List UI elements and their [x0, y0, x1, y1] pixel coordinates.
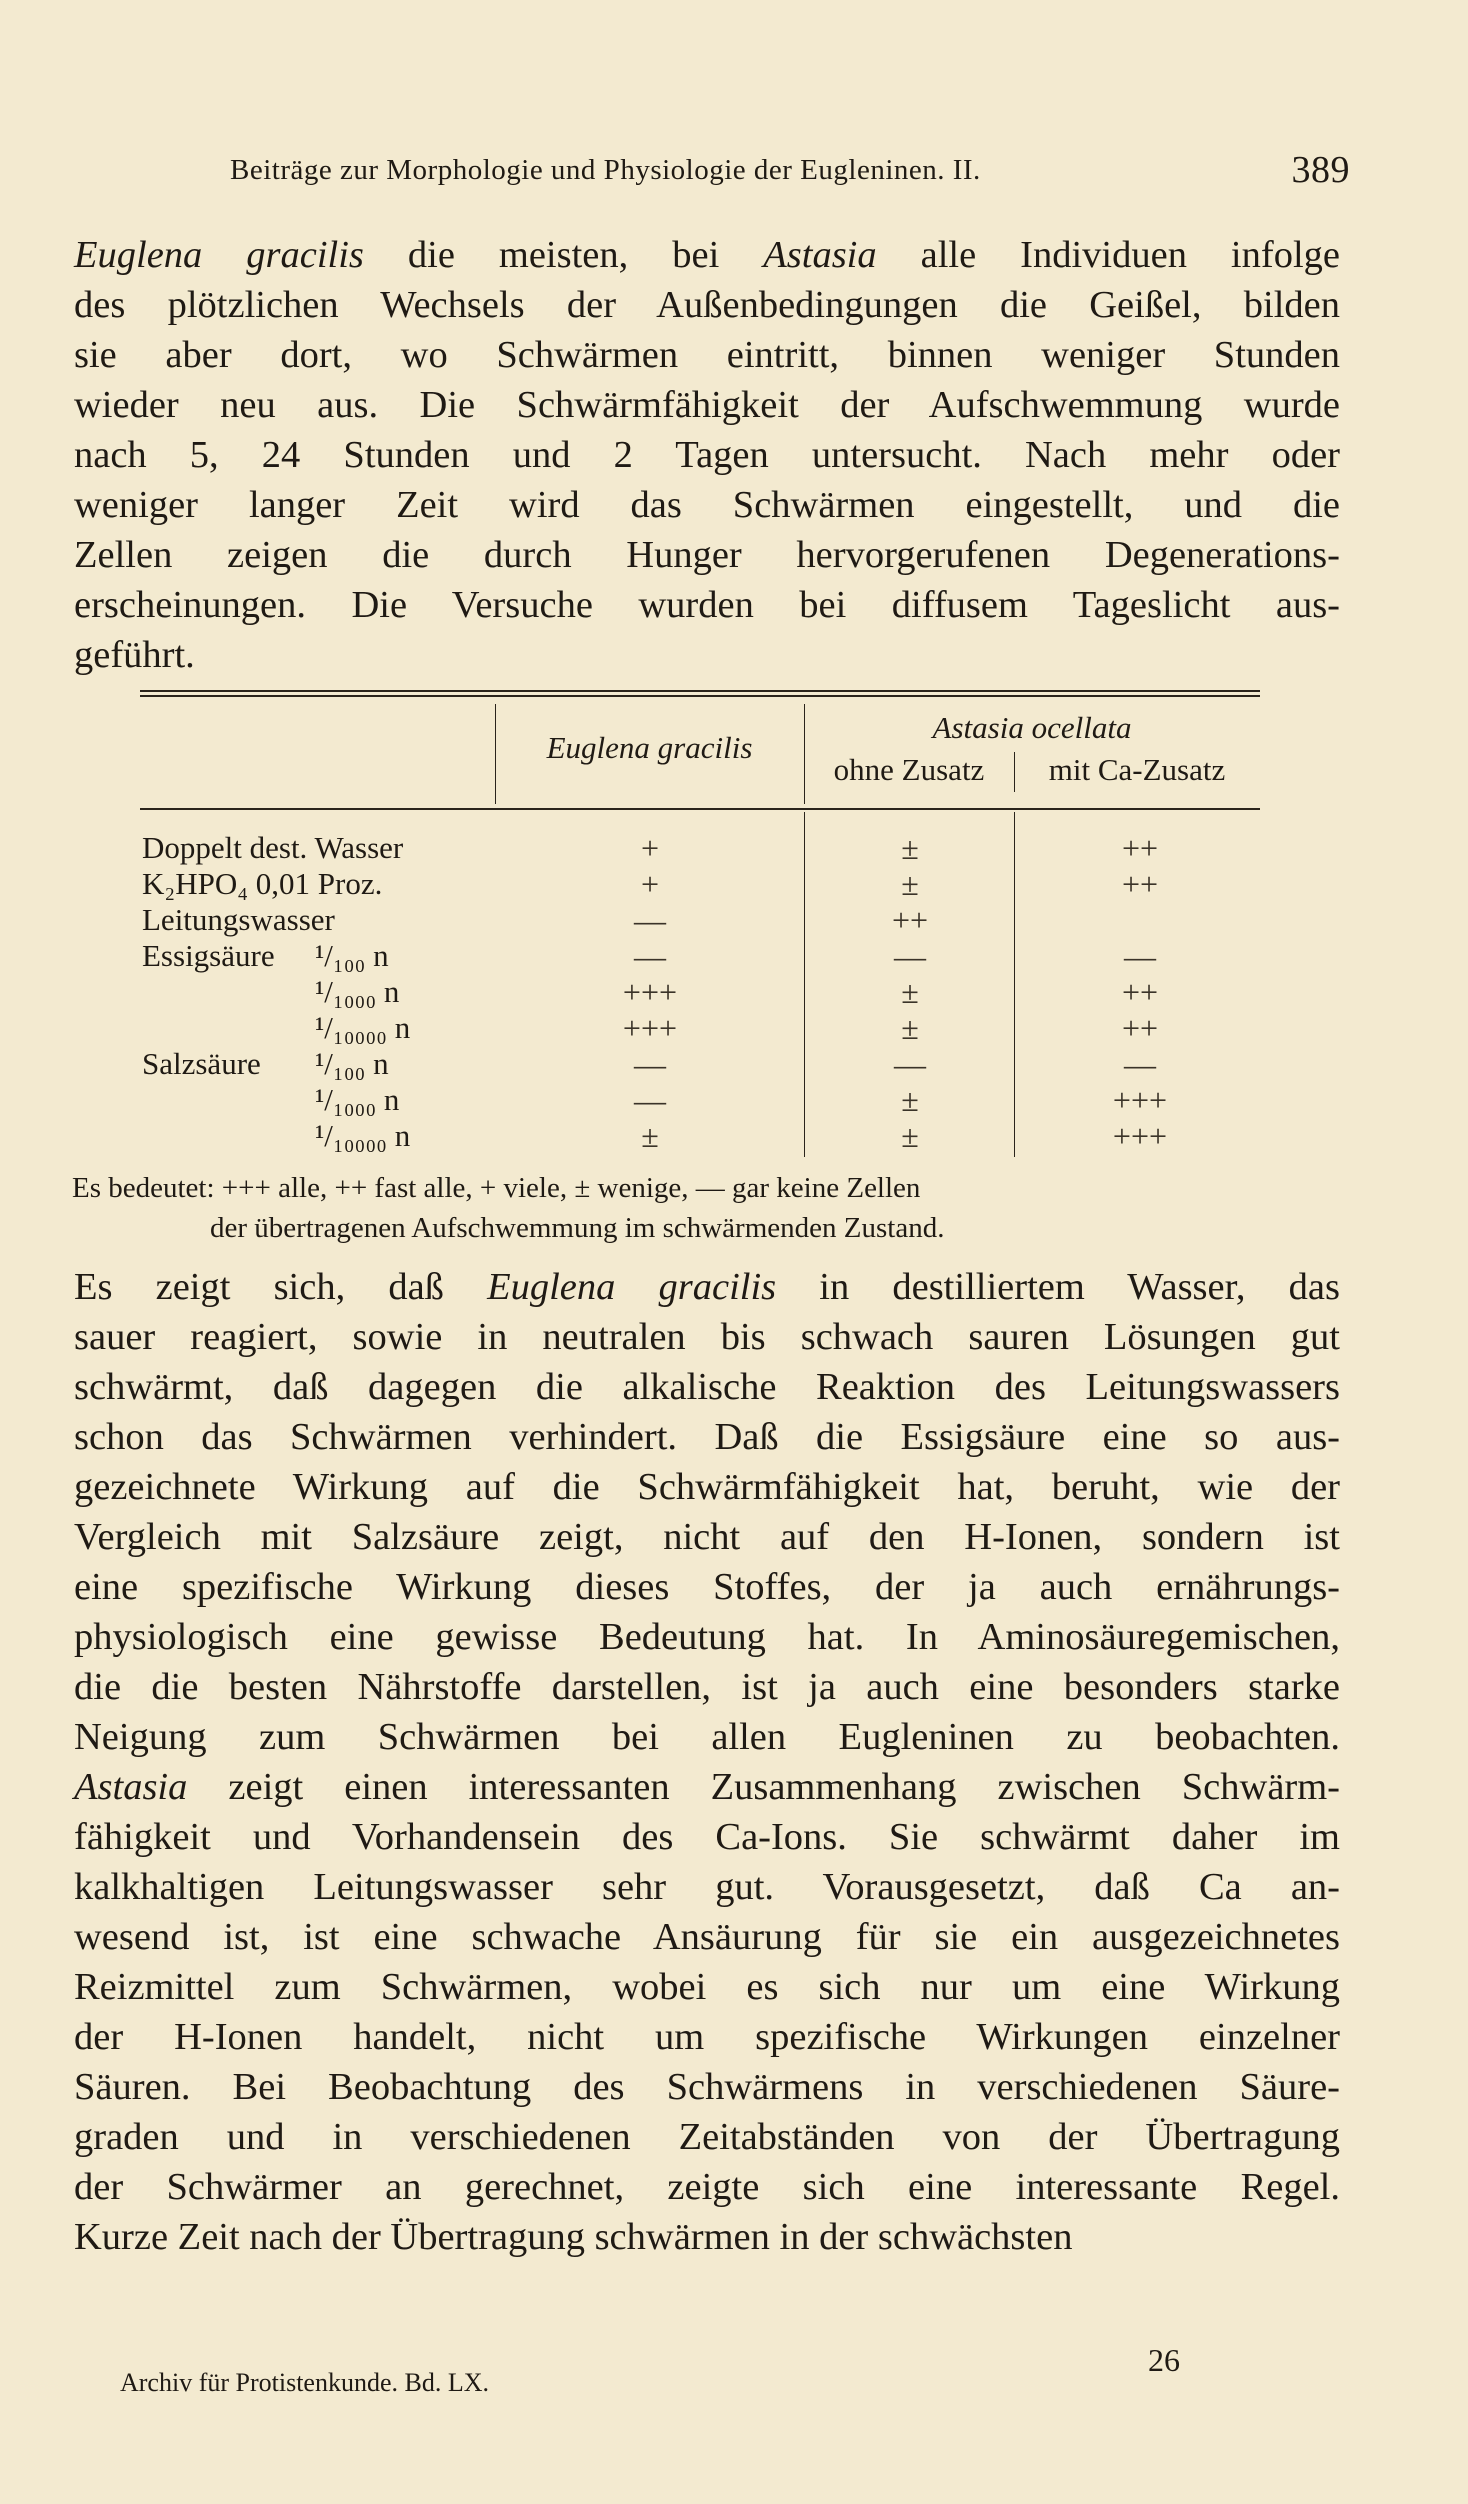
- row-concentration: ¹/₁₀₀₀ n: [315, 1082, 400, 1117]
- value-astasia-mit: +++: [1112, 1082, 1168, 1118]
- text-line: [74, 230, 1340, 280]
- text-line: [74, 1362, 1340, 1412]
- paragraph-2: [74, 1262, 1340, 2262]
- value-astasia-mit: ++: [1121, 974, 1159, 1010]
- row-label: Essigsäure: [142, 938, 275, 973]
- text-line: [74, 280, 1340, 330]
- row-label: Leitungswasser: [142, 902, 335, 937]
- table-top-rule: [140, 690, 1260, 692]
- subheader-mit-ca-zusatz: mit Ca-Zusatz: [1048, 752, 1226, 787]
- text-run: Säuren. Bei Beobachtung des Schwärmens in verschiedenen Säure-: [74, 2066, 1340, 2108]
- text-run: sie aber dort, wo Schwärmen eintritt, binnen weniger Stunden: [74, 334, 1340, 376]
- text-line: [74, 1312, 1340, 1362]
- table-top-rule-2: [140, 695, 1260, 697]
- row-label: Doppelt dest. Wasser: [142, 830, 404, 865]
- value-astasia-mit: ++: [1121, 830, 1159, 866]
- text-run: Vergleich mit Salzsäure zeigt, nicht auf den H-Ionen, sondern ist: [74, 1516, 1340, 1558]
- text-run: zeigt einen interessanten Zusammenhang zwischen Schwärm-: [187, 1766, 1340, 1808]
- text-line: [74, 1712, 1340, 1762]
- text-line: [74, 2062, 1340, 2112]
- page-header: [230, 148, 1350, 198]
- text-run: gezeichnete Wirkung auf die Schwärmfähigkeit hat, beruht, wie der: [74, 1466, 1340, 1508]
- value-euglena: +: [640, 866, 660, 902]
- text-run: weniger langer Zeit wird das Schwärmen eingestellt, und die: [74, 484, 1340, 526]
- subheader-ohne-zusatz: ohne Zusatz: [833, 752, 985, 787]
- page-number: 389: [1291, 149, 1350, 191]
- value-euglena: +++: [622, 974, 678, 1010]
- text-line: [74, 2162, 1340, 2212]
- text-run: des plötzlichen Wechsels der Außenbedingungen die Geißel, bilden: [74, 284, 1340, 326]
- text-run: kalkhaltigen Leitungswasser sehr gut. Vorausgesetzt, daß Ca an-: [74, 1866, 1340, 1908]
- text-run: sauer reagiert, sowie in neutralen bis schwach sauren Lösungen gut: [74, 1316, 1340, 1358]
- text-line: [74, 1612, 1340, 1662]
- text-line: [74, 630, 1340, 680]
- text-line: [74, 1262, 1340, 1312]
- value-astasia-mit: ++: [1121, 1010, 1159, 1046]
- running-title: Beiträge zur Morphologie und Physiologie der Eugleninen. II.: [230, 154, 981, 186]
- value-euglena: ±: [641, 1118, 659, 1154]
- value-astasia-ohne: —: [894, 938, 926, 974]
- text-line: [74, 1462, 1340, 1512]
- text-line: [74, 1412, 1340, 1462]
- value-astasia-ohne: ±: [901, 1118, 919, 1154]
- value-astasia-ohne: —: [894, 1046, 926, 1082]
- page-footer: [120, 2342, 1180, 2398]
- value-astasia-ohne: ±: [901, 974, 919, 1010]
- value-euglena: —: [634, 938, 666, 974]
- text-run: Zellen zeigen die durch Hunger hervorgerufenen Degenerations-: [74, 534, 1340, 576]
- text-line: [74, 1762, 1340, 1812]
- text-run: wesend ist, ist eine schwache Ansäurung für sie ein ausgezeichnetes: [74, 1916, 1340, 1958]
- text-run: die die besten Nährstoffe darstellen, ist ja auch eine besonders starke: [74, 1666, 1340, 1708]
- row-concentration: ¹/₁₀₀ n: [315, 1046, 389, 1081]
- value-astasia-mit: —: [1124, 938, 1156, 974]
- results-table: [140, 690, 1260, 1165]
- text-run: nach 5, 24 Stunden und 2 Tagen untersucht. Nach mehr oder: [74, 434, 1340, 476]
- text-line: [74, 1512, 1340, 1562]
- row-concentration: ¹/₁₀₀₀₀ n: [315, 1010, 411, 1045]
- table-caption: [72, 1168, 1344, 1248]
- text-run: Reizmittel zum Schwärmen, wobei es sich nur um eine Wirkung: [74, 1966, 1340, 2008]
- text-line: [74, 580, 1340, 630]
- text-run: wieder neu aus. Die Schwärmfähigkeit der Aufschwemmung wurde: [74, 384, 1340, 426]
- col-header-euglena: Euglena gracilis: [546, 730, 753, 765]
- body-divider-2: [1014, 812, 1015, 1157]
- text-line: [74, 480, 1340, 530]
- text-line: [74, 330, 1340, 380]
- text-line: [74, 430, 1340, 480]
- text-line: [74, 1912, 1340, 1962]
- signature-mark: 26: [1148, 2342, 1180, 2378]
- value-astasia-mit: ++: [1121, 866, 1159, 902]
- row-concentration: ¹/₁₀₀₀₀ n: [315, 1118, 411, 1153]
- text-run: alle Individuen infolge: [876, 234, 1340, 276]
- text-run: fähigkeit und Vorhandensein des Ca-Ions. Sie schwärmt daher im: [74, 1816, 1340, 1858]
- species-name: Astasia: [74, 1766, 188, 1808]
- row-concentration: ¹/₁₀₀ n: [315, 938, 389, 973]
- value-euglena: —: [634, 902, 666, 938]
- text-run: schwärmt, daß dagegen die alkalische Reaktion des Leitungswassers: [74, 1366, 1340, 1408]
- header-bottom-rule: [140, 808, 1260, 810]
- value-astasia-ohne: ++: [891, 902, 929, 938]
- row-concentration: ¹/₁₀₀₀ n: [315, 974, 400, 1009]
- value-astasia-ohne: ±: [901, 866, 919, 902]
- value-astasia-ohne: ±: [901, 1082, 919, 1118]
- value-astasia-mit: +++: [1112, 1118, 1168, 1154]
- value-euglena: —: [634, 1082, 666, 1118]
- text-run: der H-Ionen handelt, nicht um spezifische Wirkungen einzelner: [74, 2016, 1340, 2058]
- text-run: eine spezifische Wirkung dieses Stoffes, der ja auch ernährungs-: [74, 1566, 1340, 1608]
- text-run: Es zeigt sich, daß: [74, 1266, 488, 1308]
- caption-line-2: der übertragenen Aufschwemmung im schwärmenden Zustand.: [210, 1212, 945, 1244]
- text-run: geführt.: [74, 634, 195, 676]
- species-name: Astasia: [763, 234, 877, 276]
- text-line: [74, 1662, 1340, 1712]
- col-header-astasia: Astasia ocellata: [932, 710, 1132, 745]
- text-run: die meisten, bei: [363, 234, 764, 276]
- value-euglena: +: [640, 830, 660, 866]
- body-divider-1: [804, 812, 805, 1157]
- value-astasia-ohne: ±: [901, 830, 919, 866]
- paragraph-1: [74, 230, 1340, 680]
- text-run: Neigung zum Schwärmen bei allen Eugleninen zu beobachten.: [74, 1716, 1340, 1758]
- text-run: erscheinungen. Die Versuche wurden bei diffusem Tageslicht aus-: [74, 584, 1340, 626]
- journal-reference: Archiv für Protistenkunde. Bd. LX.: [120, 2368, 490, 2397]
- text-line: [74, 1812, 1340, 1862]
- text-run: physiologisch eine gewisse Bedeutung hat. In Aminosäuregemischen,: [74, 1616, 1340, 1658]
- species-name: Euglena gracilis: [487, 1266, 777, 1308]
- value-euglena: —: [634, 1046, 666, 1082]
- text-line: [74, 380, 1340, 430]
- text-run: in destilliertem Wasser, das: [776, 1266, 1340, 1308]
- row-label: Salzsäure: [142, 1046, 261, 1081]
- value-euglena: +++: [622, 1010, 678, 1046]
- text-line: [74, 530, 1340, 580]
- value-astasia-mit: —: [1124, 1046, 1156, 1082]
- text-run: schon das Schwärmen verhindert. Daß die Essigsäure eine so aus-: [74, 1416, 1340, 1458]
- text-line: [74, 1962, 1340, 2012]
- text-line: [74, 1562, 1340, 1612]
- text-line: [74, 2212, 1340, 2262]
- text-line: [74, 1862, 1340, 1912]
- caption-line-1: Es bedeutet: +++ alle, ++ fast alle, + viele, ± wenige, — gar keine Zellen: [72, 1172, 921, 1204]
- text-run: der Schwärmer an gerechnet, zeigte sich eine interessante Regel.: [74, 2166, 1340, 2208]
- value-astasia-ohne: ±: [901, 1010, 919, 1046]
- row-label: K₂HPO₄ 0,01 Proz.: [142, 866, 383, 901]
- species-name: Euglena gracilis: [74, 234, 364, 276]
- text-run: Kurze Zeit nach der Übertragung schwärmen in der schwächsten: [74, 2216, 1073, 2258]
- text-run: graden und in verschiedenen Zeitabständen von der Übertragung: [74, 2116, 1340, 2158]
- text-line: [74, 2112, 1340, 2162]
- text-line: [74, 2012, 1340, 2062]
